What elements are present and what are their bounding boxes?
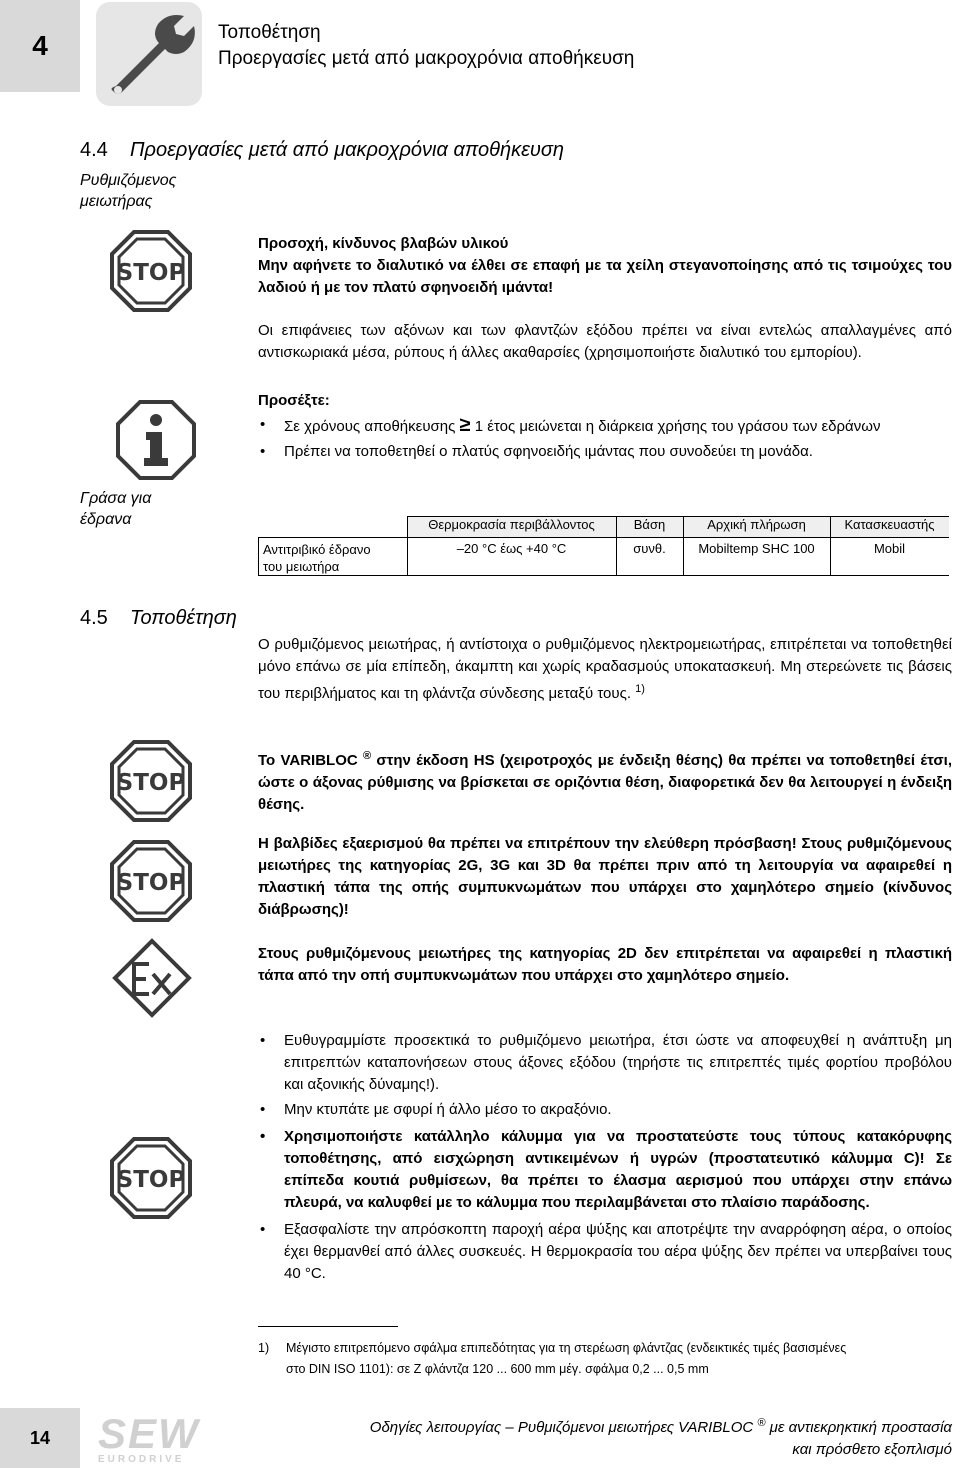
mounting-intro [258,634,952,705]
warning-text: Μην αφήνετε το διαλυτικό να έλθει σε επαφή με τα χείλη στεγανοποίησης από τις τσιμούχες του λαδιού ή με τον πλατύ σφηνοειδή ιμάντα! [258,257,952,296]
warning-text: στην έκδοση HS (χειροτροχός με ένδειξη θέσης) θα πρέπει να τοποθετηθεί έτσι, ώστε ο άξονας ρύθμισης να βρίσκεται σε οριζόντια θέση, διαφορετικά δεν θα λειτουργεί η ένδειξη θέσης. [258,752,953,813]
chapter-number: 4 [0,0,80,92]
footnote-ref: 1) [635,683,645,695]
category-2d-warning: Στους ρυθμιζόμενους μειωτήρες της κατηγορίας 2D δεν επιτρέπεται να αφαιρεθεί η πλαστική τάπα από την οπή συμπυκνωμάτων που υπάρχει στο χαμηλότερο σημείο. [258,945,952,984]
row-label-line: Αντιτριβικό έδρανο [263,542,371,557]
surface-paragraph: Οι επιφάνειες των αξόνων και των φλαντζών εξόδου πρέπει να είναι εντελώς απαλλαγμένες από αντισκωριακά μέσα, ρύπους ή άλλες ακαθαρσίες (χρησιμοποιήστε διαλυτικό του εμπορίου). [258,322,952,361]
page-number: 14 [0,1408,80,1468]
footnote-line: στο DIN ISO 1101): σε Z φλάντζα 120 ... 600 mm μέγ. σφάλμα 0,2 ... 0,5 mm [286,1362,709,1376]
side-label-gearbox [80,170,176,212]
bullet-text: Πρέπει να τοποθετηθεί ο πλατύς σφηνοειδής ιμάντας που συνοδεύει τη μονάδα. [284,443,813,460]
registered-mark: ® [363,750,372,762]
note-block [258,390,952,463]
table-cell: Mobiltemp SHC 100 [683,538,830,576]
warning-text: Το VARIBLOC [258,752,358,769]
table-row [259,538,949,576]
side-label-line: έδρανα [80,511,132,528]
ex-explosion-icon [112,938,192,1018]
ge-symbol: ≥ [459,414,471,436]
list-item: • Ευθυγραμμίστε προσεκτικά το ρυθμιζόμενο μειωτήρα, έτσι ώστε να αποφευχθεί η ανάπτυξη μη επιτρεπτών καταπονήσεων στους άξονες εξόδου (τηρήστε τις επιτρεπτές τιμές φορτίου προβόλου και αξονικής δύναμης!). [258,1030,952,1096]
table-cell: –20 °C έως +40 °C [407,538,616,576]
table-cell: Mobil [830,538,949,576]
varibloc-warning [258,745,952,816]
header-title: Τοποθέτηση [218,22,321,43]
info-icon [116,400,196,480]
row-label-line: του μειωτήρα [263,559,340,574]
svg-text:STOP: STOP [116,870,186,896]
section-number: 4.5 [80,607,108,629]
logo-text: SEW [98,1410,200,1457]
svg-text:STOP: STOP [116,260,186,286]
list-item [258,441,952,463]
logo-subtext: EURODRIVE [98,1454,185,1465]
list-item: • Μην κτυπάτε με σφυρί ή άλλο μέσο το ακραξόνιο. [258,1099,952,1121]
list-item: • Εξασφαλίστε την απρόσκοπτη παροχή αέρα ψύξης και αποτρέψτε την αναρρόφηση αέρα, ο οποίος έχει θερμανθεί από άλλες συσκευές. Η θερμοκρασία του αέρα ψύξης δεν πρέπει να υπερβαίνει τους 40 °C. [258,1219,952,1285]
footer-text [300,1412,952,1461]
table-header-cell: Θερμοκρασία περιβάλλοντος [407,517,616,538]
section-title: Προεργασίες μετά από μακροχρόνια αποθήκευση [130,139,565,161]
mounting-bullets [258,1030,952,1285]
list-item [258,414,952,438]
table-header-cell: Βάση [616,517,683,538]
lubricant-table [258,516,949,576]
side-label-line: Γράσα για [80,490,152,507]
table-header-cell: Κατασκευαστής [830,517,949,538]
side-label-grease [80,488,151,530]
stop-sign-icon [110,740,192,822]
stop-sign-icon [110,230,192,312]
side-label-line: μειωτήρας [80,193,153,210]
section-number: 4.4 [80,139,108,161]
table-header-row [259,517,949,538]
section-title: Τοποθέτηση [130,607,237,629]
svg-text:STOP: STOP [116,770,186,796]
section-heading-4-5 [80,607,237,630]
bullet-text: Σε χρόνους αποθήκευσης [284,418,460,435]
footnote [258,1338,958,1380]
valves-warning: Η βαλβίδες εξαερισμού θα πρέπει να επιτρέπουν την ελεύθερη πρόσβαση! Στους ρυθμιζόμενους μειωτήρες της κατηγορίας 2G, 3G και 3D θα πρέπει πριν από τη λειτουργία να αφαιρεθεί η πλαστική τάπα της οπής συμπυκνωμάτων που υπάρχει στο χαμηλότερο σημείο (κίνδυνος διάβρωσης)! [258,835,952,918]
stop-sign-icon [110,840,192,922]
footer-line [300,1412,952,1439]
bullet-text: 1 έτος μειώνεται η διάρκεια χρήσης του γράσου των εδράνων [470,418,881,435]
footer-text-part: με αντιεκρηκτική προστασία [765,1419,952,1436]
warning-title: Προσοχή, κίνδυνος βλαβών υλικού [258,235,509,252]
footer-line: και πρόσθετο εξοπλισμό [792,1441,952,1458]
table-cell: συνθ. [616,538,683,576]
table-row-label [259,538,408,576]
intro-text: Ο ρυθμιζόμενος μειωτήρας, ή αντίστοιχα ο ρυθμιζόμενος ηλεκτρομειωτήρας, επιτρέπεται να τοποθετηθεί μόνο επάνω σε μία επίπεδη, άκαμπτη και χωρίς κραδασμούς υποκατασκευή. Μη στερεώνετε τις βάσεις του περιβλήματος και τη φλάντζα σύνδεσης μεταξύ τους. [258,636,952,702]
table-header-cell: Αρχική πλήρωση [683,517,830,538]
sew-eurodrive-logo [98,1410,208,1468]
footer-text-part: Οδηγίες λειτουργίας – Ρυθμιζόμενοι μειωτήρες VARIBLOC [369,1419,754,1436]
section-heading-4-4 [80,139,564,162]
list-item: • Χρησιμοποιήστε κατάλληλο κάλυμμα για να προστατεύστε τους τύπους κατακόρυφης τοποθέτησης, από εισχώρηση αντικειμένων ή υγρών (προστατευτικό κάλυμμα C)! Σε επίπεδα κουτιά ρυθμίσεων, θα πρέπει το έλασμα αερισμού που υπάρχει στην επάνω πλευρά, να καλυφθεί με το κάλυμμα που περιλαμβάνεται στο πλαίσιο παράδοσης. [258,1126,952,1214]
side-label-line: Ρυθμιζόμενος [80,172,177,189]
footnote-line: Μέγιστο επιτρεπόμενο σφάλμα επιπεδότητας για τη στερέωση φλάντζας (ενδεικτικές τιμές βασισμένες [286,1341,847,1355]
note-label: Προσέξτε: [258,392,330,409]
warning-block [258,233,952,299]
registered-mark: ® [757,1417,766,1429]
footnote-divider [258,1326,398,1327]
header-subtitle: Προεργασίες μετά από μακροχρόνια αποθήκευση [218,48,635,69]
footnote-marker: 1) [258,1341,270,1355]
svg-text:STOP: STOP [116,1167,186,1193]
wrench-icon [96,2,202,106]
stop-sign-icon [110,1137,192,1219]
